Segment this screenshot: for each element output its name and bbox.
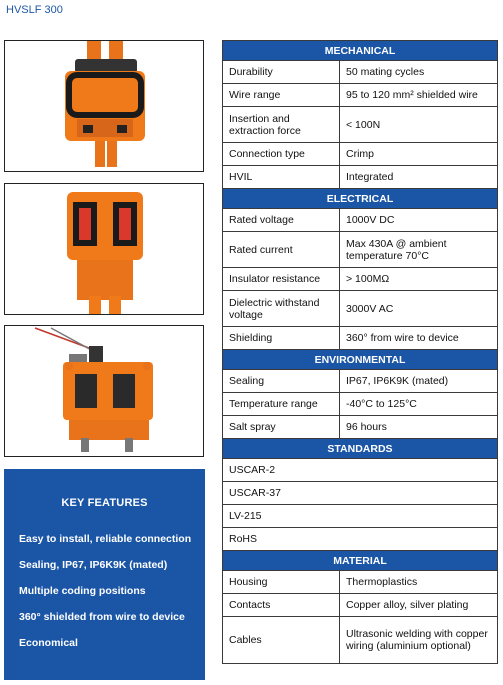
- table-row: [223, 107, 498, 143]
- spec-key: Housing: [223, 571, 340, 594]
- spec-key: Salt spray: [223, 416, 340, 439]
- feature-item: 360° shielded from wire to device: [19, 611, 185, 623]
- spec-key: Temperature range: [223, 393, 340, 416]
- standard-item: LV-215: [223, 505, 498, 528]
- table-row: [223, 393, 498, 416]
- spec-value: 96 hours: [340, 416, 498, 439]
- spec-value: Thermoplastics: [340, 571, 498, 594]
- feature-item: Sealing, IP67, IP6K9K (mated): [19, 559, 168, 571]
- key-features-list: [19, 533, 191, 663]
- spec-key: Durability: [223, 61, 340, 84]
- spec-value: Max 430A @ ambient temperature 70°C: [340, 232, 498, 268]
- page-title: HVSLF 300: [6, 4, 63, 16]
- table-row: [223, 209, 498, 232]
- section-heading-environmental: ENVIRONMENTAL: [223, 350, 498, 370]
- table-row: [223, 232, 498, 268]
- spec-key: Insertion and extraction force: [223, 107, 340, 143]
- table-row: [223, 594, 498, 617]
- table-row: [223, 291, 498, 327]
- table-row: [223, 268, 498, 291]
- spec-value: 360° from wire to device: [340, 327, 498, 350]
- spec-value: Crimp: [340, 143, 498, 166]
- standard-item: USCAR-37: [223, 482, 498, 505]
- section-heading-material: MATERIAL: [223, 551, 498, 571]
- table-row: [223, 370, 498, 393]
- section-heading-standards: STANDARDS: [223, 439, 498, 459]
- spec-key: Wire range: [223, 84, 340, 107]
- connector-photo-front: [4, 183, 204, 315]
- table-row: [223, 84, 498, 107]
- spec-key: HVIL: [223, 166, 340, 189]
- table-row: [223, 571, 498, 594]
- table-row: [223, 505, 498, 528]
- spec-value: IP67, IP6K9K (mated): [340, 370, 498, 393]
- feature-item: Multiple coding positions: [19, 585, 146, 597]
- feature-item: Economical: [19, 637, 78, 649]
- standard-item: RoHS: [223, 528, 498, 551]
- table-row: [223, 327, 498, 350]
- spec-key: Cables: [223, 617, 340, 664]
- spec-value: Integrated: [340, 166, 498, 189]
- section-heading-mechanical: MECHANICAL: [223, 41, 498, 61]
- spec-value: -40°C to 125°C: [340, 393, 498, 416]
- section-heading-electrical: ELECTRICAL: [223, 189, 498, 209]
- spec-key: Shielding: [223, 327, 340, 350]
- spec-key: Sealing: [223, 370, 340, 393]
- spec-key: Insulator resistance: [223, 268, 340, 291]
- key-features-heading: KEY FEATURES: [61, 497, 148, 509]
- spec-value: Ultrasonic welding with copper wiring (aluminium optional): [340, 617, 498, 664]
- spec-key: Rated voltage: [223, 209, 340, 232]
- table-row: [223, 482, 498, 505]
- key-features-panel: [4, 469, 205, 680]
- spec-key: Dielectric withstand voltage: [223, 291, 340, 327]
- connector-photo-top: [4, 40, 204, 172]
- spec-key: Connection type: [223, 143, 340, 166]
- feature-item: Easy to install, reliable connection: [19, 533, 192, 545]
- table-row: [223, 459, 498, 482]
- spec-value: 50 mating cycles: [340, 61, 498, 84]
- spec-value: 3000V AC: [340, 291, 498, 327]
- spec-value: 1000V DC: [340, 209, 498, 232]
- table-row: [223, 166, 498, 189]
- spec-key: Contacts: [223, 594, 340, 617]
- standard-item: USCAR-2: [223, 459, 498, 482]
- table-row: [223, 61, 498, 84]
- table-row: [223, 528, 498, 551]
- spec-value: > 100MΩ: [340, 268, 498, 291]
- table-row: [223, 143, 498, 166]
- spec-value: Copper alloy, silver plating: [340, 594, 498, 617]
- spec-table: [222, 40, 498, 664]
- table-row: [223, 617, 498, 664]
- table-row: [223, 416, 498, 439]
- connector-photo-side: [4, 325, 204, 457]
- spec-key: Rated current: [223, 232, 340, 268]
- spec-value: < 100N: [340, 107, 498, 143]
- spec-value: 95 to 120 mm² shielded wire: [340, 84, 498, 107]
